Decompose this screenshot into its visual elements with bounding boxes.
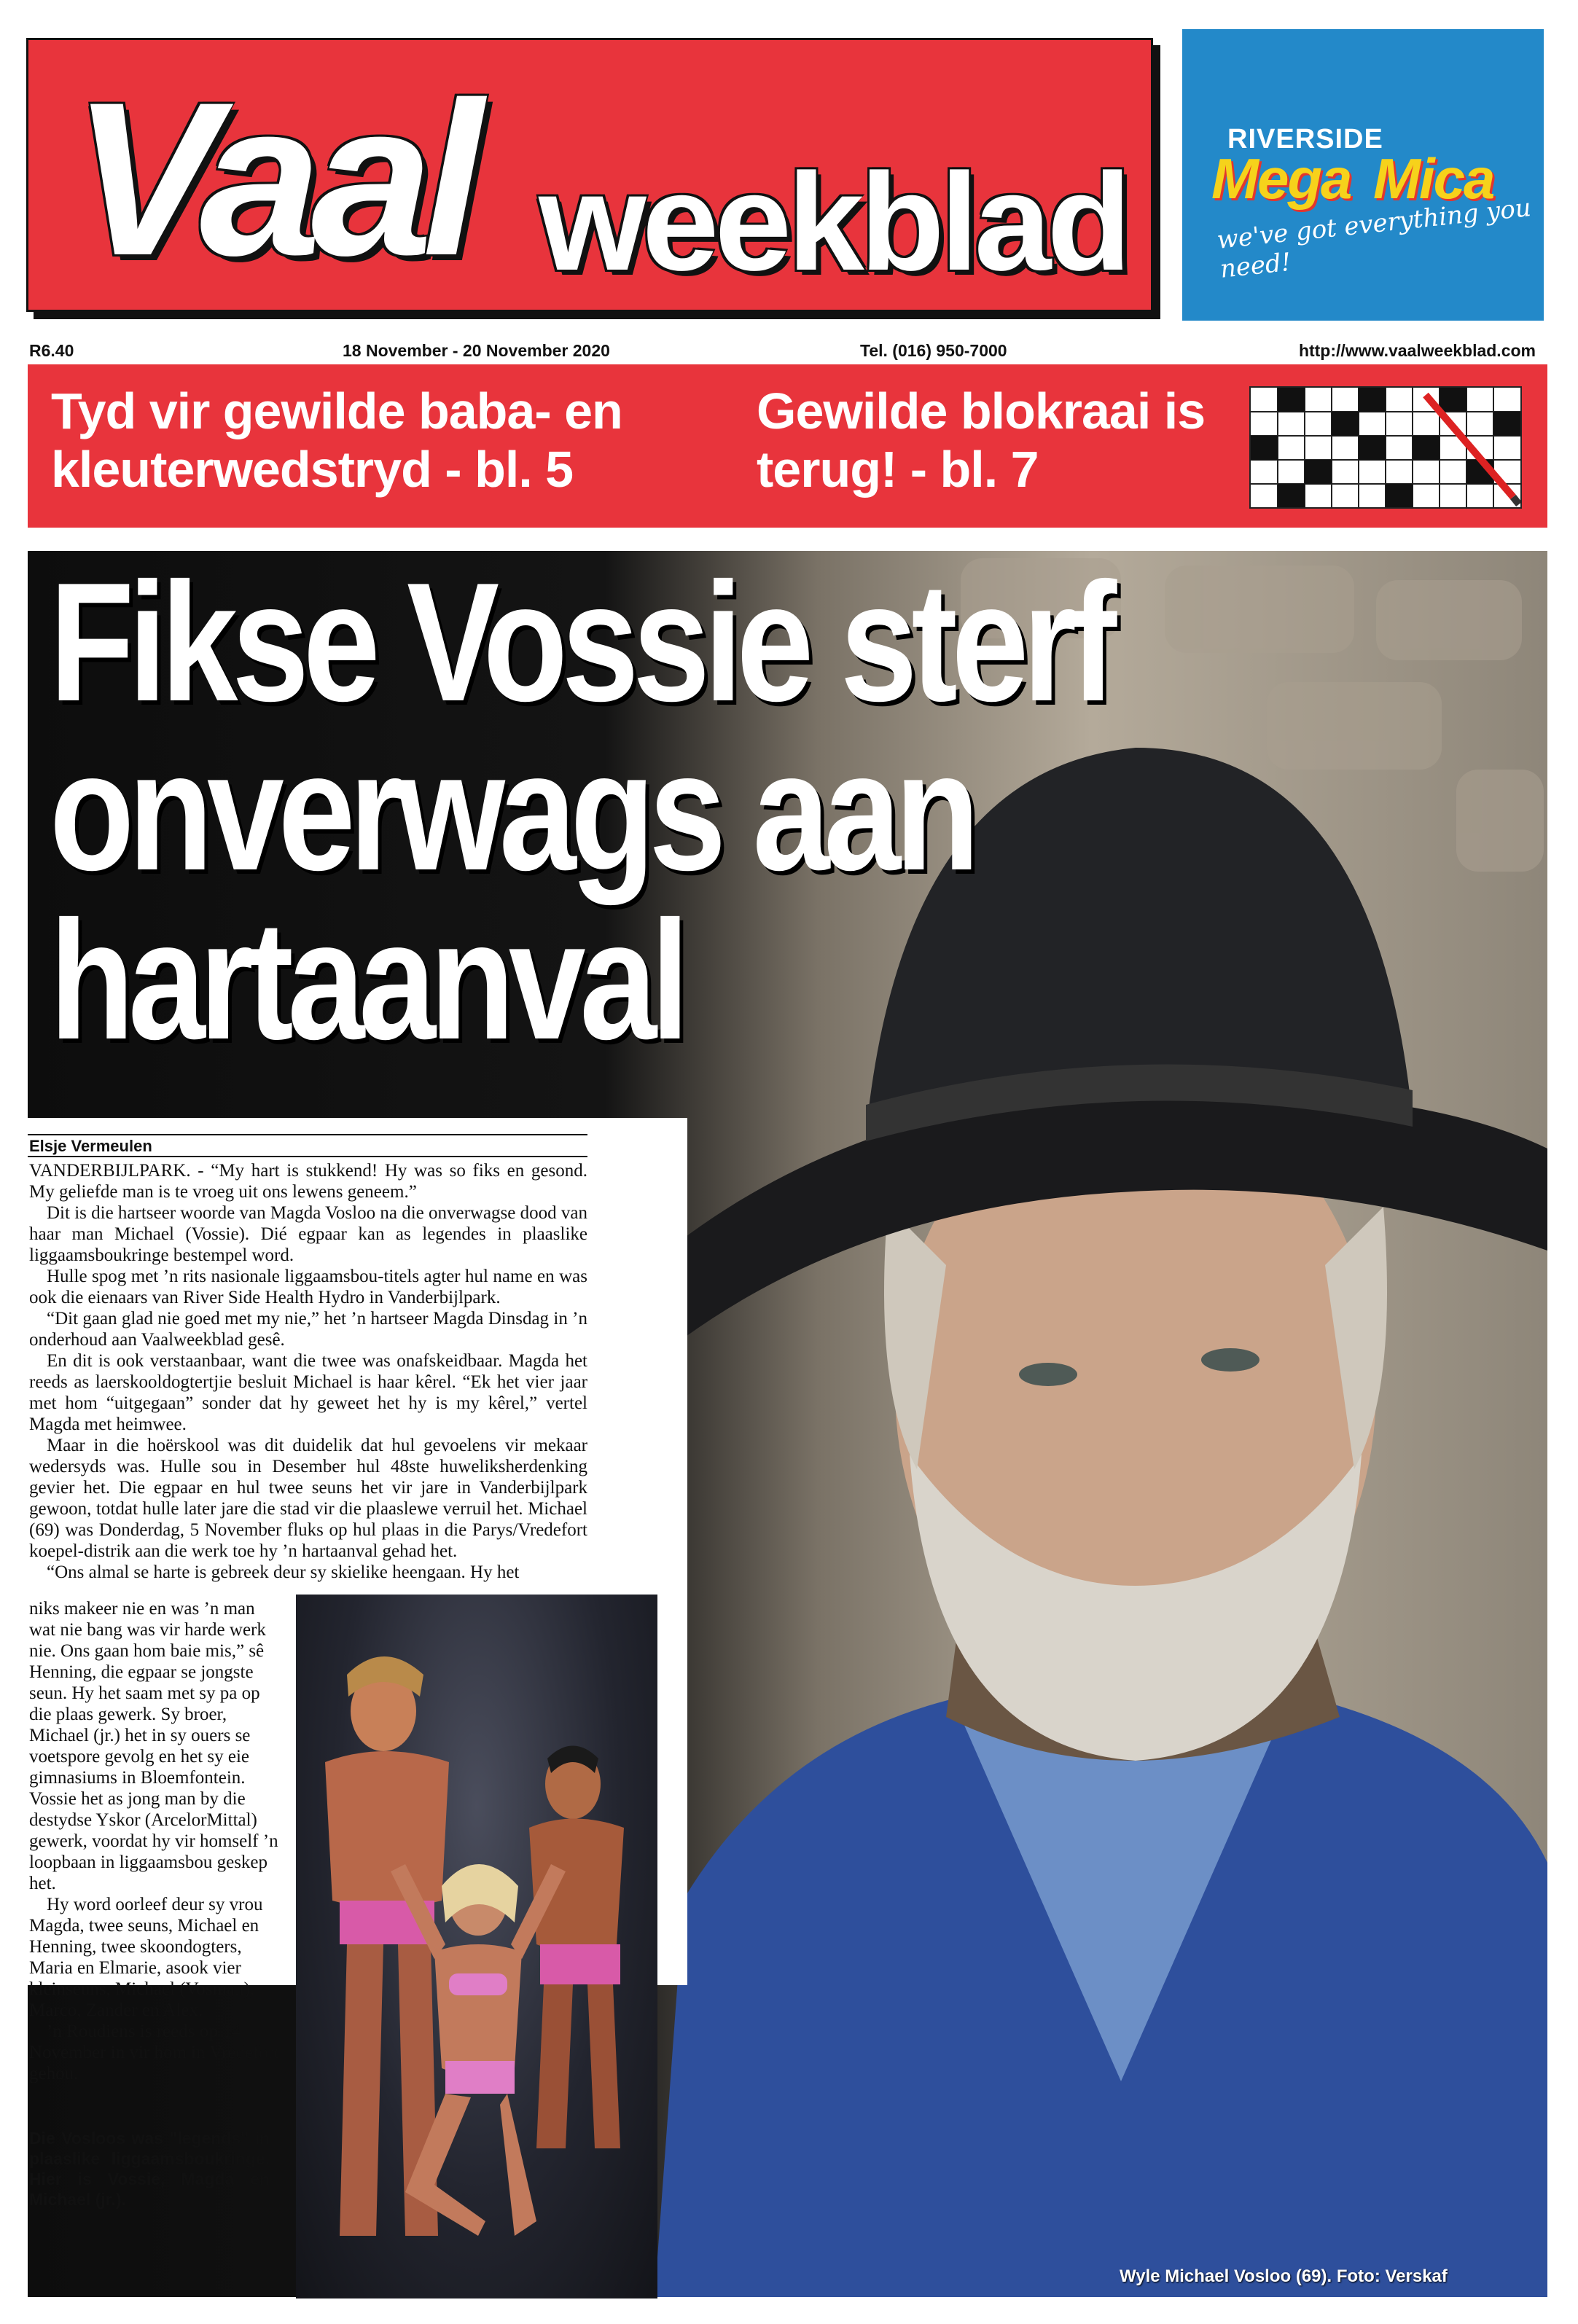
bodybuilders-photo	[296, 1595, 657, 2298]
article-paragraph: Dit is die hartseer woorde van Magda Vosloo na die onverwagse dood van haar man Michael (Vossie). Dié egpaar kan as legendes in plaaslike liggaamsboukringe bestempel word.	[29, 1203, 587, 1265]
article-paragraph: Hulle spog met ’n rits nasionale liggaamsbou-titels agter hul name en was ook die eienaars van River Side Health Hydro in Vanderbijlpark.	[29, 1267, 587, 1307]
riverside-advert[interactable]	[1182, 29, 1544, 321]
issue-date: 18 November - 20 November 2020	[343, 341, 610, 360]
article-paragraph: Hy word oorleef deur sy vrou Magda, twee seuns, Michael en Henning, twee skoondogters, Maria en Elmarie, asook vier kleinseuns, Michael (Vosman), Marco, Zander en Alex.	[29, 1895, 263, 2020]
advert-brand-mega: Mega	[1211, 146, 1351, 211]
masthead-weekblad: weekblad	[539, 145, 1128, 300]
article-paragraph: “Dit gaan glad nie goed met my nie,” het ’n hartseer Magda Dinsdag in ’n onderhoud aan Vaalweekblad gesê.	[29, 1309, 587, 1350]
advert-tagline: we've got everything you need!	[1215, 192, 1533, 284]
main-photo-caption: Wyle Michael Vosloo (69). Foto: Verskaf	[1120, 2266, 1448, 2286]
article-paragraph: ’n Roudiens is reeds op 14 November in vir hom in Vredefort gehou.	[29, 2022, 280, 2084]
website-link[interactable]: http://www.vaalweekblad.com	[1298, 341, 1536, 360]
advert-brand-mica: Mica	[1373, 146, 1494, 211]
article-body-continued	[29, 1598, 284, 2084]
byline: Elsje Vermeulen	[29, 1137, 152, 1155]
article-body	[29, 1160, 587, 1583]
article-paragraph: niks makeer nie en was ’n man wat nie bang was vir harde werk nie. Ons gaan hom baie mis,” sê Henning, die egpaar se jongste seun. Hy het saam met sy pa op die plaas gewerk. Sy broer, Michael (jr.) het in sy ouers se voetspore gevolg en het sy eie gimnasiums in Bloemfontein. Vossie het as jong man by die destydse Yskor (ArcelorMittal) gewerk, voordat hy vir homself ’n loopbaan in liggaamsbou geskep het.	[29, 1599, 278, 1893]
teaser-baby-competition[interactable]: Tyd vir gewilde baba- en kleuterwedstryd - bl. 5	[51, 383, 622, 498]
inset-photo-caption: Die Vosloos was "legends" in plaaslike liggaamsboukringe. Hier is Vossie, Magda en Michael (jr.).	[29, 2129, 270, 2209]
byline-rule	[28, 1134, 587, 1135]
article-paragraph: “Ons almal se harte is gebreek deur sy skielike heengaan. Hy het	[47, 1562, 520, 1582]
byline-rule	[28, 1156, 587, 1157]
article-paragraph: En dit is ook verstaanbaar, want die twee was onafskeidbaar. Magda het reeds as laerskooldogtertjie besluit Michael is haar kêrel. “Ek het vier jaar met hom “uitgegaan” sonder dat hy geweet het hy is my kêrel,” vertel Magda met heimwee.	[29, 1351, 587, 1434]
teaser-crossword[interactable]: Gewilde blokraai is terug! - bl. 7	[757, 383, 1206, 498]
masthead-vaal: Vaal	[72, 56, 474, 301]
advert-line1: RIVERSIDE	[1227, 124, 1383, 154]
crossword-icon	[1249, 386, 1522, 509]
article-paragraph: Maar in die hoërskool was dit duidelik dat hul gevoelens vir mekaar wedersyds was. Hulle sou in Desember hul 48ste huweliksherdenking gevier het. Die egpaar en hul twee seuns het vir jare in Vanderbijlpark gewoon, totdat hulle later jare die stad vir die plaaslewe verruil het. Michael (69) was Donderdag, 5 November fluks op hul plaas in die Parys/Vredefort koepel-distrik aan die werk toe hy ’n hartaanval gehad het.	[29, 1436, 587, 1561]
main-headline: Fikse Vossie sterf onverwags aan hartaanval	[50, 551, 1112, 1075]
issue-price: R6.40	[29, 341, 74, 360]
article-paragraph: VANDERBIJLPARK. - “My hart is stukkend! Hy was so fiks en gesond. My geliefde man is te vroeg uit ons lewens geneem.”	[29, 1161, 587, 1202]
phone-number: Tel. (016) 950-7000	[860, 341, 1007, 360]
teaser-banner	[28, 364, 1547, 528]
masthead	[26, 38, 1153, 312]
